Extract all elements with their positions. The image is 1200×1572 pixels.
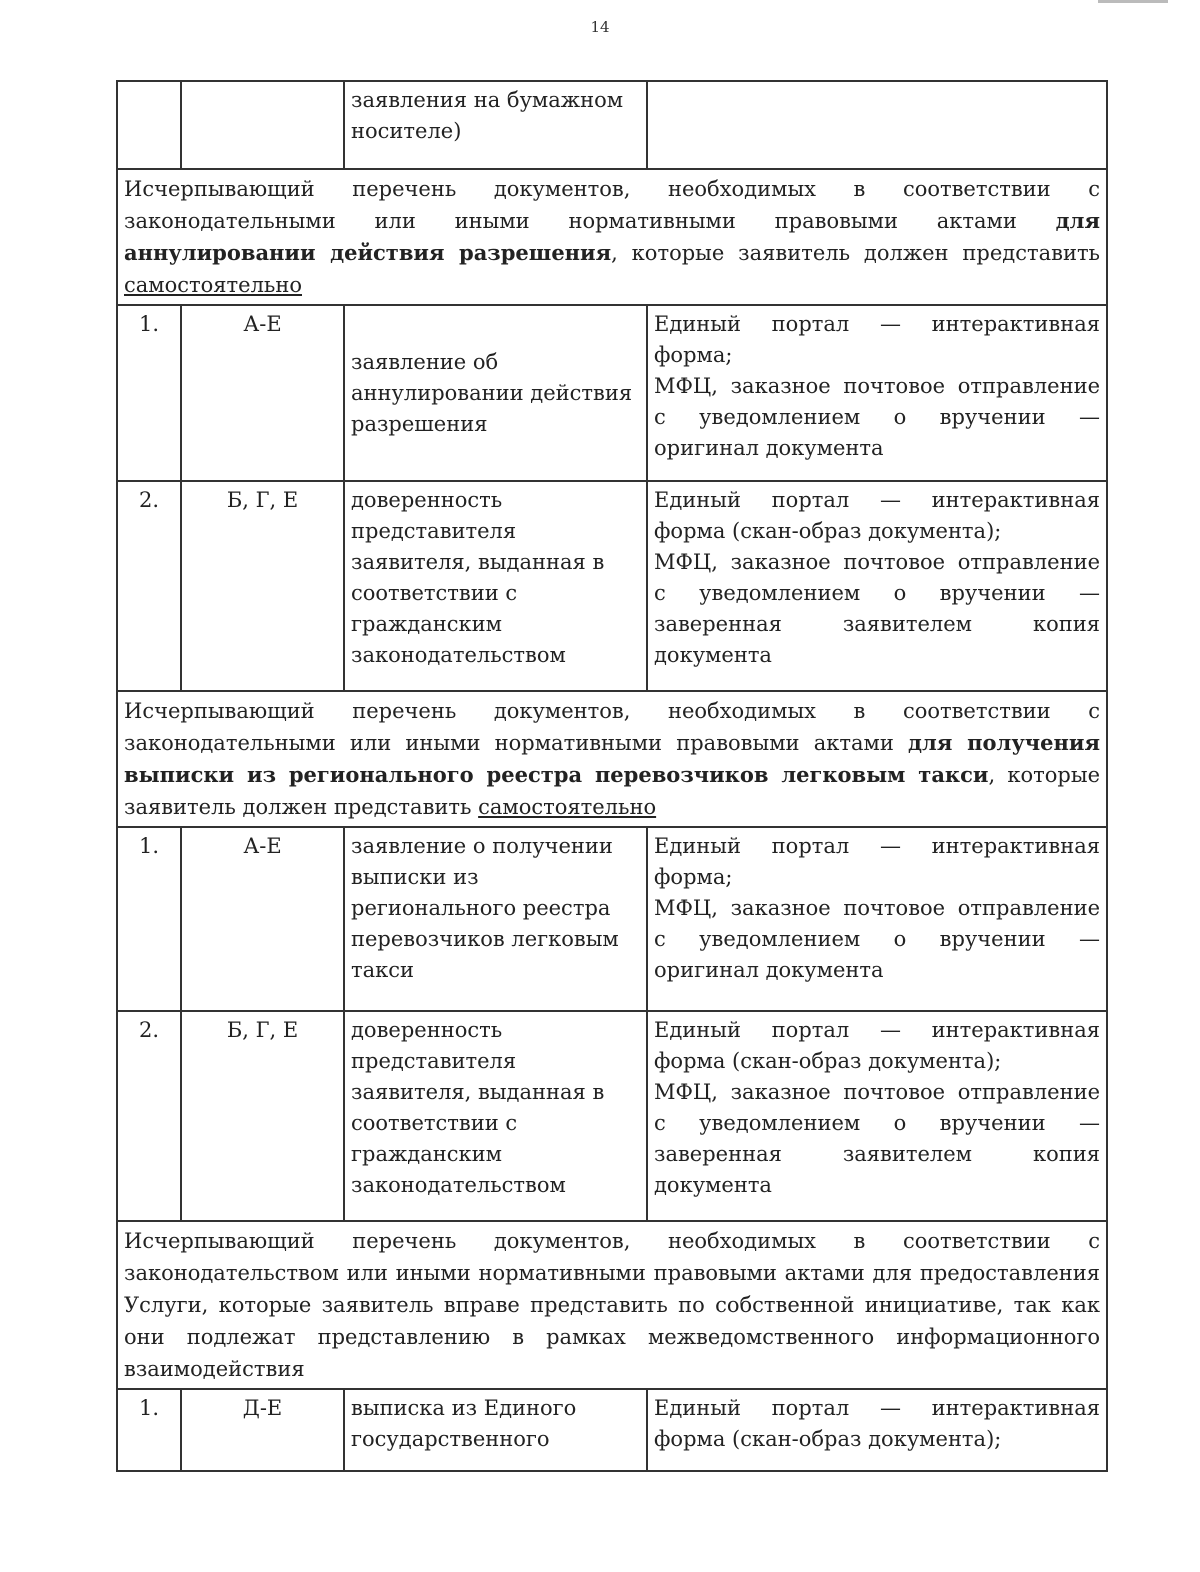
submission-method-mfc: МФЦ, заказное почтовое отправление с уведомлением о вручении — оригинал документа [654, 896, 1100, 982]
submission-method-portal: Единый портал — интерактивная форма (скан-образ документа); [654, 488, 1100, 543]
submission-method-portal: Единый портал — интерактивная форма; [654, 834, 1100, 889]
submission-method-portal: Единый портал — интерактивная форма (скан-образ документа); [654, 1018, 1100, 1073]
applicant-category-cell: Б, Г, Е [181, 481, 344, 691]
applicant-category-cell: А-Е [181, 305, 344, 481]
submission-method-portal: Единый портал — интерактивная форма (скан-образ документа); [654, 1396, 1100, 1451]
section-header-text: , которые заявитель должен представить [124, 763, 1100, 819]
submission-method-mfc: МФЦ, заказное почтовое отправление с уведомлением о вручении — заверенная заявителем копия документа [654, 1080, 1100, 1197]
row-number-cell: 1. [117, 1389, 181, 1471]
page-number: 14 [590, 18, 610, 36]
row-number-cell: 2. [117, 1011, 181, 1221]
submission-method-mfc: МФЦ, заказное почтовое отправление с уведомлением о вручении — заверенная заявителем копия документа [654, 550, 1100, 667]
table-row [117, 305, 1107, 481]
documents-table [116, 80, 1108, 1472]
submission-method-cell [647, 827, 1107, 1011]
document-name-cell: заявление о получении выписки из регионального реестра перевозчиков легковым такси [344, 827, 647, 1011]
submission-method-portal: Единый портал — интерактивная форма; [654, 312, 1100, 367]
submission-method-cell [647, 481, 1107, 691]
row-number-cell: 1. [117, 305, 181, 481]
section-header-annulment [117, 169, 1107, 305]
section-header-row [117, 169, 1107, 305]
applicant-category-cell: Д-Е [181, 1389, 344, 1471]
table-row [117, 81, 1107, 169]
submission-method-cell [647, 1389, 1107, 1471]
submission-method-mfc: МФЦ, заказное почтовое отправление с уведомлением о вручении — оригинал документа [654, 374, 1100, 460]
section-header-row [117, 691, 1107, 827]
submission-method-cell [647, 81, 1107, 169]
applicant-category-cell: А-Е [181, 827, 344, 1011]
section-header-interagency: Исчерпывающий перечень документов, необходимых в соответствии с законодательством или иными нормативными правовыми актами для предоставления Услуги, которые заявитель вправе представить по собственной инициативе, так как они подлежат представлению в рамках межведомственного информационного взаимодействия [117, 1221, 1107, 1389]
section-header-underlined: самостоятельно [124, 273, 302, 297]
section-header-text: Исчерпывающий перечень документов, необходимых в соответствии с законодательными или иными нормативными правовыми актами [124, 177, 1100, 233]
table-row [117, 1389, 1107, 1471]
section-header-bold: для аннулировании действия разрешения [124, 208, 1100, 265]
section-header-row [117, 1221, 1107, 1389]
section-header-underlined: самостоятельно [478, 795, 657, 819]
applicant-category-cell [181, 81, 344, 169]
table-row [117, 1011, 1107, 1221]
section-header-text: , которые заявитель должен представить [611, 241, 1100, 265]
section-header-registry-extract [117, 691, 1107, 827]
document-name-cell: доверенность представителя заявителя, выданная в соответствии с гражданским законодательством [344, 481, 647, 691]
document-name-cell: выписка из Единого государственного [344, 1389, 647, 1471]
document-name-cell: доверенность представителя заявителя, выданная в соответствии с гражданским законодательством [344, 1011, 647, 1221]
submission-method-cell [647, 305, 1107, 481]
section-header-text: Исчерпывающий перечень документов, необходимых в соответствии с законодательными или иными нормативными правовыми актами [124, 699, 1100, 755]
document-name-cell: заявления на бумажном носителе) [344, 81, 647, 169]
section-header-bold: для получения выписки из регионального реестра перевозчиков легковым такси [124, 730, 1100, 787]
row-number-cell: 2. [117, 481, 181, 691]
row-number-cell [117, 81, 181, 169]
row-number-cell: 1. [117, 827, 181, 1011]
scan-corner-mark [1098, 0, 1168, 3]
table-row [117, 827, 1107, 1011]
submission-method-cell [647, 1011, 1107, 1221]
applicant-category-cell: Б, Г, Е [181, 1011, 344, 1221]
table-row [117, 481, 1107, 691]
document-name-cell: заявление об аннулировании действия разрешения [344, 305, 647, 481]
